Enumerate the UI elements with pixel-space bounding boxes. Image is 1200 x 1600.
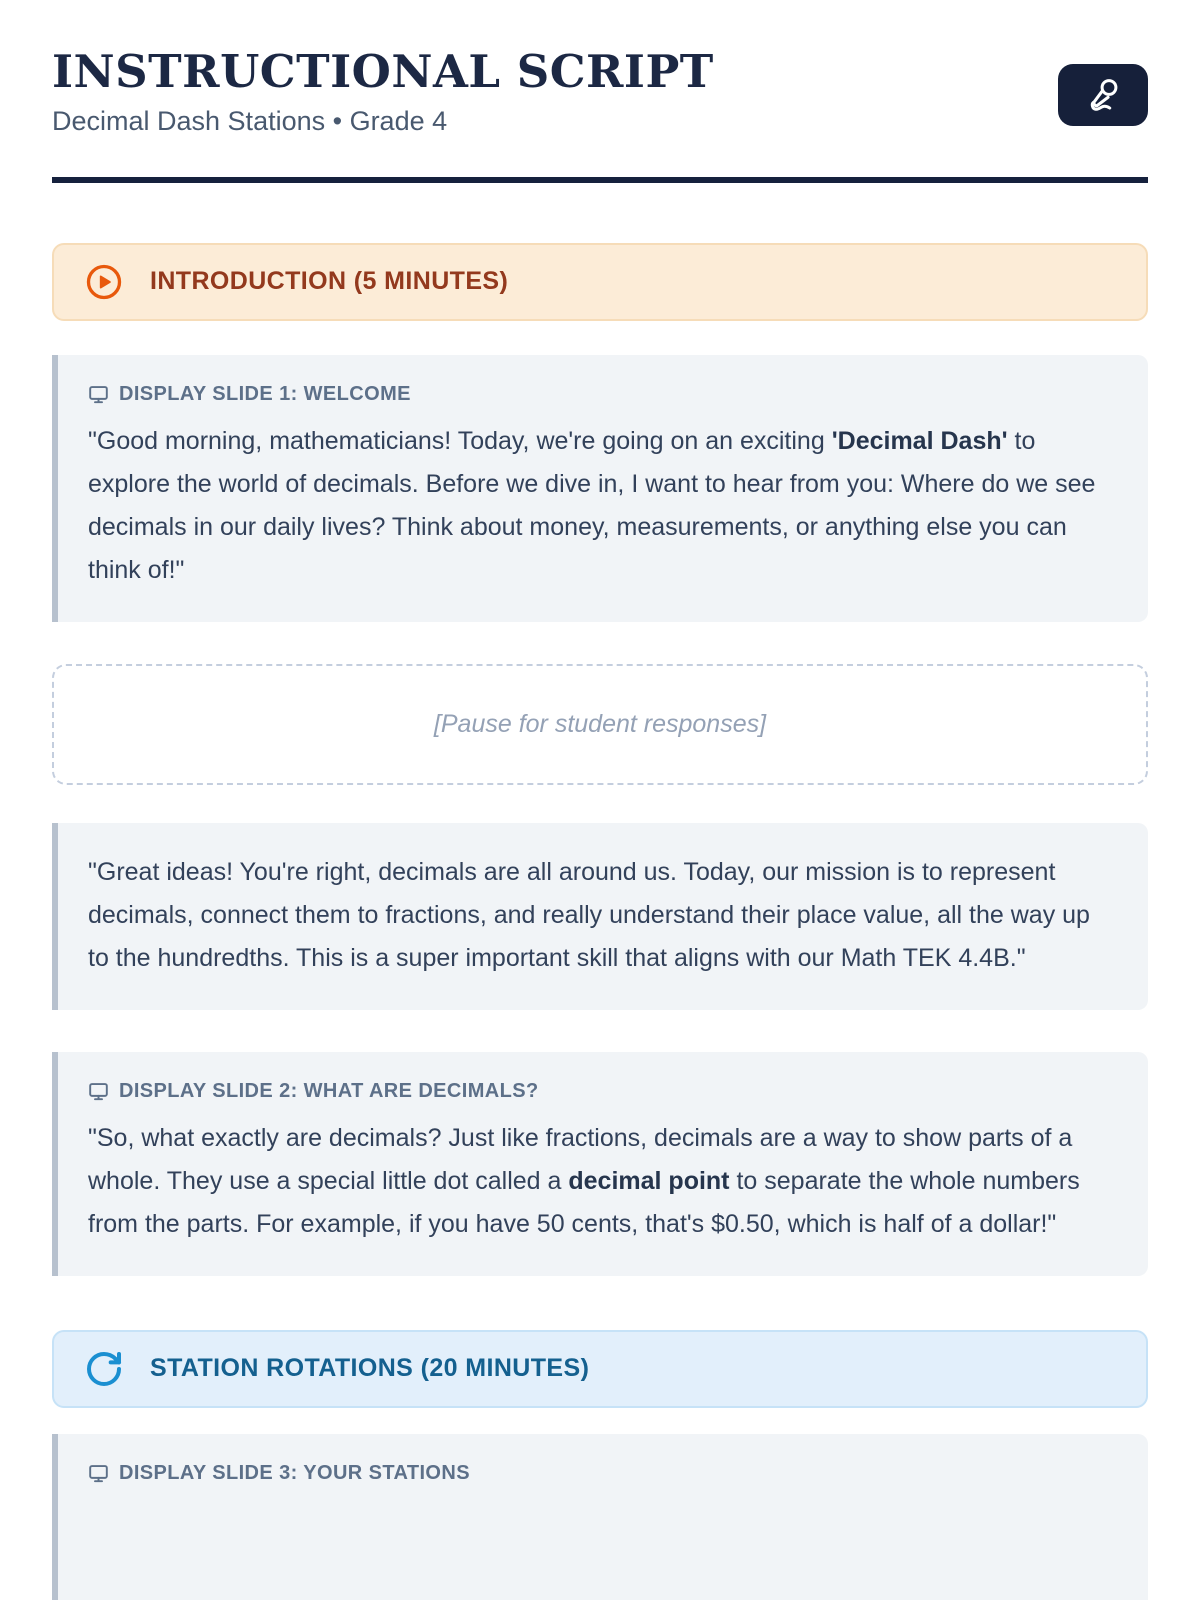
page-header [52,46,1148,137]
script-card-followup [52,823,1148,1010]
rotate-cw-icon [84,1349,124,1389]
narrate-button[interactable] [1058,64,1148,126]
script-card-slide1 [52,355,1148,622]
script-card-slide3 [52,1434,1148,1600]
monitor-icon [88,1463,109,1484]
script-paragraph: "Great ideas! You're right, decimals are all around us. Today, our mission is to represent decimals, connect them to fractions, and really understand their place value, all the way up to the hundredths. This is a super important skill that aligns with our Math TEK 4.4B." [88,857,1090,972]
script-paragraph: "So, what exactly are decimals? Just like fractions, decimals are a way to show parts of a whole. They use a special little dot called a decimal point to separate the whole numbers from the parts. For example, if you have 50 cents, that's $0.50, which is half of a dollar!" [88,1123,1080,1238]
section-banner-station-rotations [52,1330,1148,1408]
microphone-icon [1085,77,1121,113]
page-subtitle: Decimal Dash Stations • Grade 4 [52,105,448,136]
pause-text: [Pause for student responses] [433,709,767,738]
slide-kicker-label: DISPLAY SLIDE 2: WHAT ARE DECIMALS? [119,1079,539,1102]
slide-kicker [88,383,1116,406]
section-banner-label: STATION ROTATIONS (20 MINUTES) [150,1354,590,1383]
script-card-slide2 [52,1052,1148,1276]
script-paragraph: "Good morning, mathematicians! Today, we're going on an exciting 'Decimal Dash' to explore the world of decimals. Before we dive in, I want to hear from you: Where do we see decimals in our daily lives? Think about money, measurements, or anything else you can think of!" [88,426,1096,584]
slide-kicker [88,1080,1116,1103]
pause-for-responses-box [52,664,1148,785]
slide-kicker-label: DISPLAY SLIDE 1: WELCOME [119,382,411,405]
title-block [52,46,714,137]
section-banner-label: INTRODUCTION (5 MINUTES) [150,267,509,296]
slide-kicker-label: DISPLAY SLIDE 3: YOUR STATIONS [119,1461,470,1484]
monitor-icon [88,384,109,405]
slide-kicker [88,1462,1116,1485]
monitor-icon [88,1081,109,1102]
play-circle-icon [84,262,124,302]
header-divider [52,177,1148,183]
page-title: INSTRUCTIONAL SCRIPT [52,45,714,98]
section-banner-introduction [52,243,1148,321]
